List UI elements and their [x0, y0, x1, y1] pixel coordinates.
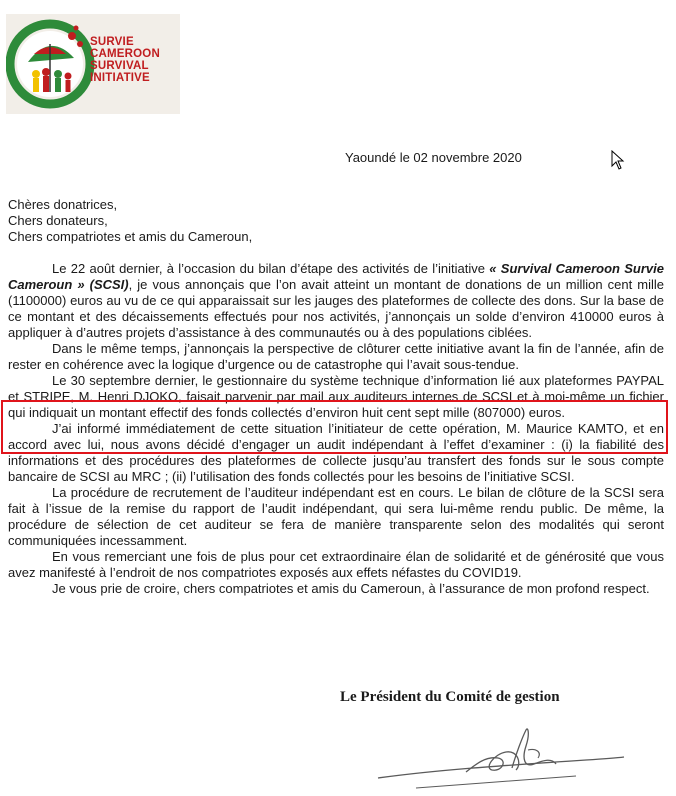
logo-line-1: SURVIE [90, 36, 134, 48]
paragraph-1: Le 22 août dernier, à l’occasion du bilan d’étape des activités de l’initiative « Survival Cameroon Survie Cameroun » (SCSI), je vous annonçais que l’on avait atteint un montant de donations de un million cent mille (1100000) euros au vu de ce qui apparaissait sur les jauges des plateformes de collecte des dons. Sur la base de ce montant et des décaissements effectués pour nos activités, j’annonçais un solde d’environ 410000 euros à appliquer à d’autres projets d’assistance à des communautés ou à des populations ciblées. [8, 261, 664, 340]
paragraph-2: Dans le même temps, j’annonçais la perspective de clôturer cette initiative avant la fin de l’année, afin de rester en cohérence avec la logique d’urgence ou de catastrophe qui l’avait sous-tendue. [8, 341, 664, 372]
logo-line-3: SURVIVAL [90, 60, 149, 72]
scsi-logo [6, 14, 180, 114]
salutation-2: Chers donateurs, [8, 213, 108, 228]
paragraph-7: Je vous prie de croire, chers compatriotes et amis du Cameroun, à l’assurance de mon profond respect. [52, 581, 650, 596]
salutation-3: Chers compatriotes et amis du Cameroun, [8, 229, 253, 244]
initiative-name: « Survival Cameroon Survie Cameroun » (SCSI) [8, 261, 664, 292]
highlight-box [1, 400, 668, 454]
paragraph-6: En vous remerciant une fois de plus pour cet extraordinaire élan de solidarité et de générosité que vous avez manifesté à l’endroit de nos compatriotes exposés aux effets néfastes du COVID19. [8, 549, 664, 580]
paragraph-5: La procédure de recrutement de l’auditeur indépendant est en cours. Le bilan de clôture de la SCSI sera fait à l’issue de la remise du rapport de l’audit indépendant, qui sera lui-même rendu public. De même, la procédure de sélection de cet auditeur se fera de manière transparente selon des modalités qui seront communiquées incessamment. [8, 485, 664, 548]
logo-line-2: CAMEROON [90, 48, 160, 60]
paragraph-4: J’ai informé immédiatement de cette situation l’initiateur de cette opération, M. Maurice KAMTO, et en accord avec lui, nous avons décidé d’engager un audit indépendant à l’effet d’examiner : (i) la fiabilité des informations et des procédures des plateformes de collecte jusqu’au transfert des fonds sur le sous compte bancaire de SCSI au MRC ; (ii) l’utilisation des fonds collectés pour les besoins de l’initiative SCSI. [8, 421, 664, 484]
salutation-1: Chères donatrices, [8, 197, 118, 212]
signature-image [376, 724, 626, 794]
letter-date: Yaoundé le 02 novembre 2020 [345, 150, 522, 165]
letter-body [8, 197, 664, 597]
signatory-title: Le Président du Comité de gestion [340, 689, 560, 705]
paragraph-3-highlighted: Le 30 septembre dernier, le gestionnaire du système technique d’information lié aux plateformes PAYPAL et STRIPE, M. Henri DJOKO, faisait parvenir par mail aux auditeurs internes de SCSI et à moi-même un fichier qui indiquait un montant effectif des fonds collectés d’environ huit cent sept mille (807000) euros. [8, 373, 664, 420]
mouse-pointer-icon [611, 150, 625, 170]
logo-line-4: INITIATIVE [90, 72, 150, 84]
